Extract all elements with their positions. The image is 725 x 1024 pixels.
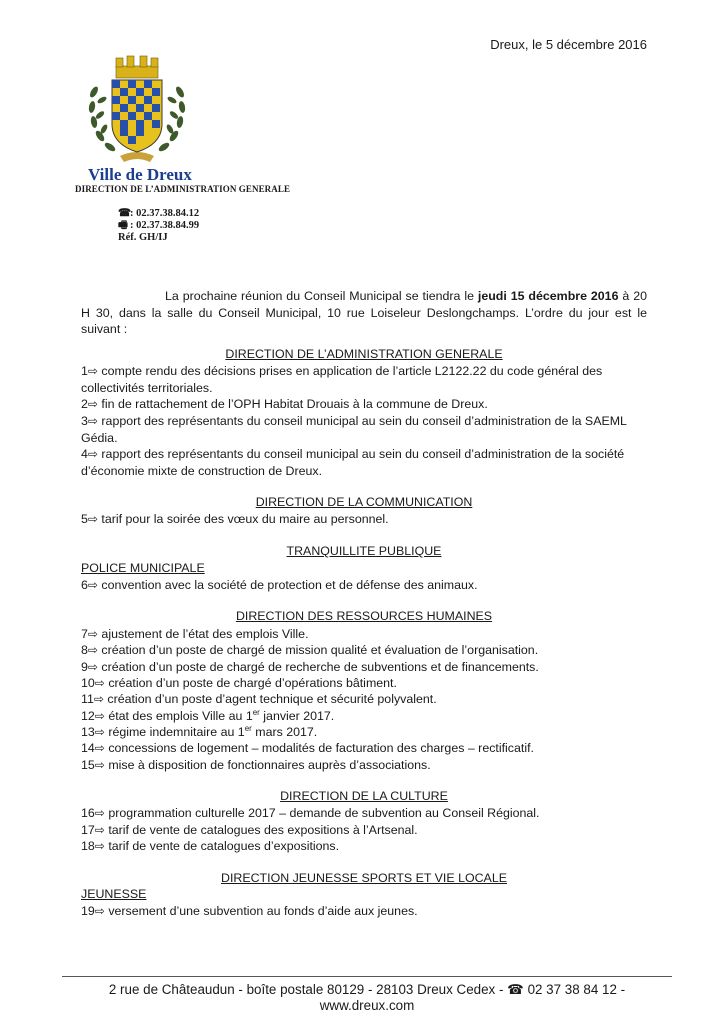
agenda-item: 3⇨ rapport des représentants du conseil municipal au sein du conseil d’administration de la SAEML Gédia. (81, 414, 627, 445)
arrow-icon: ⇨ (94, 725, 105, 739)
arrow-icon: ⇨ (94, 839, 105, 853)
agenda-item: 16⇨ programmation culturelle 2017 – demande de subvention au Conseil Régional. (81, 806, 540, 820)
intro-text-2: à 20 H 30, dans la salle du Conseil Municipal, 10 rue Loiseleur Deslongchamps. L’ordre du jour est le suivant : (81, 289, 647, 336)
section-title-tranquillite: TRANQUILLITE PUBLIQUE (286, 544, 442, 558)
intro-paragraph (81, 288, 647, 338)
agenda-item: 13⇨ régime indemnitaire au 1er mars 2017. (81, 723, 318, 739)
arrow-icon: ⇨ (87, 643, 98, 657)
intro-text-1: La prochaine réunion du Conseil Municipal se tiendra le (165, 289, 478, 303)
agenda-item: 6⇨ convention avec la société de protection et de défense des animaux. (81, 578, 478, 592)
phone-number: : 02.37.38.84.12 (130, 208, 200, 219)
agenda-item: 14⇨ concessions de logement – modalités de facturation des charges – rectificatif. (81, 741, 534, 755)
agenda-item: 9⇨ création d’un poste de chargé de recherche de subventions et de financements. (81, 660, 539, 674)
agenda-item: 5⇨ tarif pour la soirée des vœux du maire au personnel. (81, 512, 389, 526)
contact-block (118, 208, 199, 244)
agenda-item: 7⇨ ajustement de l’état des emplois Ville. (81, 627, 309, 641)
agenda-item: 11⇨ création d’un poste d’agent technique et sécurité polyvalent. (81, 692, 437, 706)
agenda-item: 1⇨ compte rendu des décisions prises en application de l’article L2122.22 du code général des collectivités territoriales. (81, 364, 603, 395)
meeting-date: jeudi 15 décembre 2016 (477, 289, 619, 303)
arrow-icon: ⇨ (94, 806, 105, 820)
agenda-item: 18⇨ tarif de vente de catalogues d’expositions. (81, 839, 340, 853)
city-name: Ville de Dreux (88, 165, 192, 184)
footer (62, 982, 672, 1013)
arrow-icon: ⇨ (93, 692, 104, 706)
fax-number: : 02.37.38.84.99 (130, 220, 200, 231)
agenda-item: 12⇨ état des emplois Ville au 1er janvier 2017. (81, 707, 335, 723)
fax-icon: 🖷 (118, 220, 128, 231)
footer-divider (62, 976, 672, 977)
arrow-icon: ⇨ (94, 709, 105, 723)
reference: Réf. GH/IJ (118, 232, 168, 243)
subsection-title-police: POLICE MUNICIPALE (81, 561, 205, 575)
arrow-icon: ⇨ (87, 578, 98, 592)
agenda-item: 19⇨ versement d’une subvention au fonds d’aide aux jeunes. (81, 904, 418, 918)
agenda-item: 10⇨ création d’un poste de chargé d’opérations bâtiment. (81, 676, 397, 690)
arrow-icon: ⇨ (87, 512, 98, 526)
section-title-jeunesse: DIRECTION JEUNESSE SPORTS ET VIE LOCALE (221, 871, 507, 885)
section-title-admin: DIRECTION DE L’ADMINISTRATION GENERALE (225, 347, 503, 361)
arrow-icon: ⇨ (87, 627, 98, 641)
city-crest-logo (82, 52, 192, 170)
agenda-item: 2⇨ fin de rattachement de l’OPH Habitat Drouais à la commune de Dreux. (81, 397, 488, 411)
arrow-icon: ⇨ (87, 447, 98, 461)
arrow-icon: ⇨ (87, 414, 98, 428)
section-title-rh: DIRECTION DES RESSOURCES HUMAINES (235, 609, 493, 623)
arrow-icon: ⇨ (94, 741, 105, 755)
section-title-communication: DIRECTION DE LA COMMUNICATION (255, 495, 473, 509)
agenda-item: 8⇨ création d’un poste de chargé de mission qualité et évaluation de l’organisation. (81, 643, 539, 657)
agenda-item: 17⇨ tarif de vente de catalogues des expositions à l’Artsenal. (81, 823, 418, 837)
section-title-culture: DIRECTION DE LA CULTURE (280, 789, 448, 803)
arrow-icon: ⇨ (94, 823, 105, 837)
arrow-icon: ⇨ (94, 676, 105, 690)
agenda-item: 15⇨ mise à disposition de fonctionnaires auprès d’associations. (81, 758, 431, 772)
footer-address: 2 rue de Châteaudun - boîte postale 80129 - 28103 Dreux Cedex - (108, 982, 508, 997)
agenda-item: 4⇨ rapport des représentants du conseil municipal au sein du conseil d’administration de la société d’économie mixte de construction de Dreux. (81, 447, 625, 478)
subsection-title-jeunesse: JEUNESSE (81, 887, 147, 901)
footer-phone: 02 37 38 84 12 - www.dreux.com (319, 982, 626, 1013)
arrow-icon: ⇨ (94, 904, 105, 918)
arrow-icon: ⇨ (87, 397, 98, 411)
department-name: DIRECTION DE L’ADMINISTRATION GENERALE (75, 184, 291, 194)
letter-date: Dreux, le 5 décembre 2016 (490, 37, 647, 52)
arrow-icon: ⇨ (87, 364, 98, 378)
arrow-icon: ⇨ (87, 660, 98, 674)
phone-icon: ☎ (507, 982, 524, 997)
phone-icon: ☎ (118, 208, 132, 219)
arrow-icon: ⇨ (94, 758, 105, 772)
